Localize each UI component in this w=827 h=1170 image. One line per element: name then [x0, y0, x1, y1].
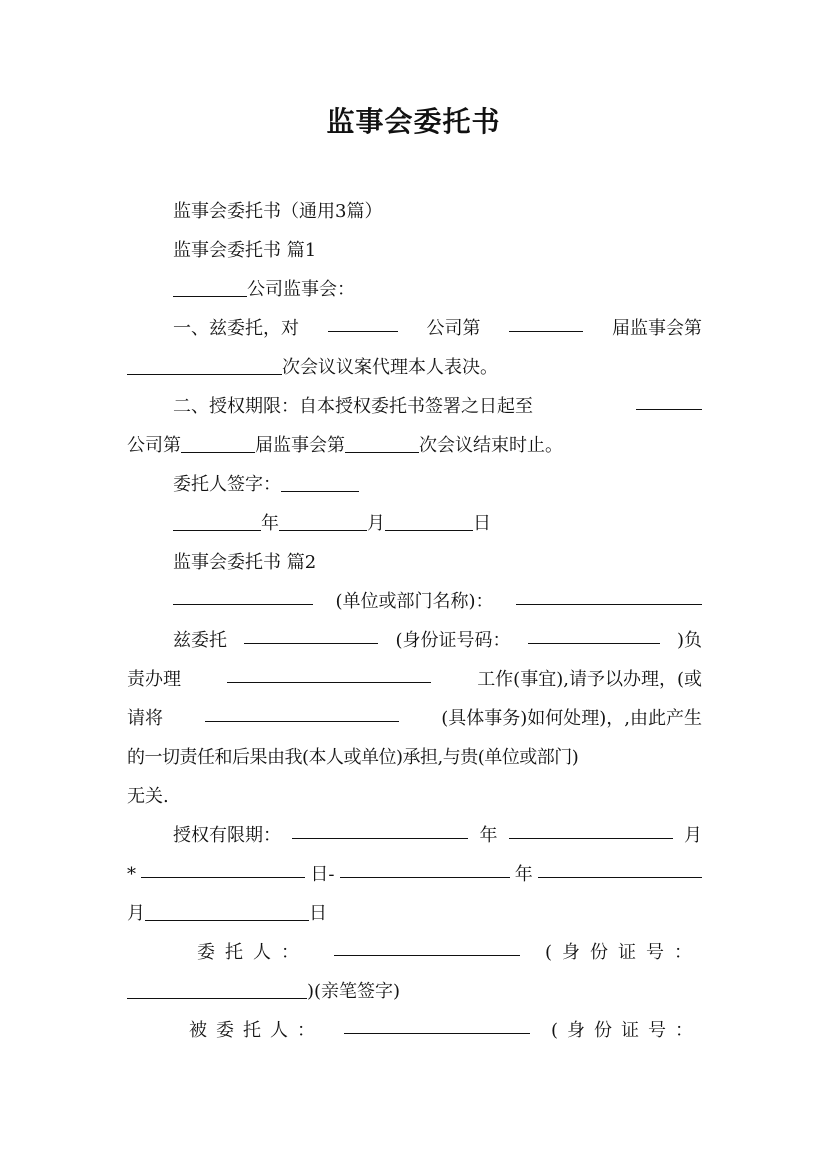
- blank: [328, 309, 398, 332]
- part2-unit-line: [127, 582, 702, 621]
- signature-note: )(亲笔签字): [307, 981, 401, 1002]
- item1-end: 次会议议案代理本人表决。: [282, 357, 498, 378]
- blank: [345, 430, 419, 453]
- blank: [334, 933, 520, 956]
- blank: [516, 582, 702, 605]
- document-subtitle: 监事会委托书（通用3篇）: [173, 201, 383, 222]
- day-dash: 日-: [310, 864, 335, 885]
- period-label: 授权有限期：: [173, 825, 281, 846]
- part2-heading: 监事会委托书 篇2: [173, 552, 317, 573]
- id-label: (身份证号码：: [395, 630, 511, 651]
- item1-company: 公司第: [426, 318, 481, 339]
- blank: [385, 508, 473, 531]
- day-label: 日: [309, 903, 327, 924]
- please-prefix: 请将: [127, 708, 163, 729]
- year-label: 年: [261, 513, 279, 534]
- blank: [292, 816, 468, 839]
- blank: [127, 976, 307, 999]
- responsible-end: )负: [676, 630, 702, 651]
- month-label: 月: [367, 513, 385, 534]
- item2-company: 公司第: [127, 435, 181, 456]
- part2-liability-line: 的一切责任和后果由我(本人或单位)承担,与贵(单位或部门): [127, 747, 579, 768]
- document-title: 监事会委托书: [326, 105, 501, 138]
- principal-id: (身份证号：: [544, 942, 702, 963]
- year-label: 年: [514, 864, 533, 885]
- part1-item2-line1: [127, 387, 702, 426]
- item2-session: 届监事会第: [255, 435, 345, 456]
- agent-label: 被委托人：: [189, 1020, 324, 1041]
- part1-signer: [127, 465, 702, 504]
- item2-start: 二、授权期限：自本授权委托书签署之日起至: [173, 396, 533, 417]
- part1-item2-line2: [127, 426, 702, 465]
- item1-prefix: 一、兹委托，对: [173, 318, 299, 339]
- part2-principal-line2: [127, 972, 702, 1011]
- blank: [509, 816, 673, 839]
- part2-entrust-line: [127, 621, 702, 660]
- blank: [636, 387, 702, 410]
- part1-item1-line1: [127, 309, 702, 348]
- part2-period-line2: [127, 855, 702, 894]
- blank: [145, 898, 309, 921]
- asterisk-mark: *: [127, 864, 136, 885]
- blank: [344, 1011, 530, 1034]
- principal-label: 委托人：: [197, 942, 309, 963]
- month-label: 月: [127, 903, 145, 924]
- work-label: 工作(事宜),请予以办理，(或: [477, 669, 702, 690]
- blank-company: [173, 274, 247, 297]
- part1-heading: 监事会委托书 篇1: [173, 240, 317, 261]
- year-label: 年: [479, 825, 498, 846]
- matters-label: (具体事务)如何处理)，,由此产生: [441, 708, 702, 729]
- part1-addressee: [127, 270, 702, 309]
- unit-label: (单位或部门名称)：: [335, 591, 494, 612]
- part2-handle-line: [127, 660, 702, 699]
- blank: [127, 352, 282, 375]
- part2-principal-line: [127, 933, 702, 972]
- signature-blank: [281, 469, 359, 492]
- handle-prefix: 责办理: [127, 669, 181, 690]
- blank: [141, 855, 305, 878]
- blank: [205, 699, 399, 722]
- day-label: 日: [473, 513, 491, 534]
- part1-item1-line2: [127, 348, 702, 387]
- entrust-prefix: 兹委托: [173, 630, 227, 651]
- signer-label: 委托人签字：: [173, 474, 281, 495]
- blank: [173, 582, 313, 605]
- blank: [509, 309, 583, 332]
- blank: [181, 430, 255, 453]
- blank: [528, 621, 660, 644]
- item1-session: 届监事会第: [612, 318, 702, 339]
- blank: [173, 508, 261, 531]
- blank: [279, 508, 367, 531]
- part2-please-line: [127, 699, 702, 738]
- item2-end: 次会议结束时止。: [419, 435, 563, 456]
- part2-period-line3: [127, 894, 702, 933]
- blank: [538, 855, 702, 878]
- agent-id: (身份证号：: [550, 1020, 702, 1041]
- blank: [244, 621, 378, 644]
- month-label: 月: [684, 825, 702, 846]
- blank: [227, 660, 431, 683]
- part2-agent-line: [127, 1011, 702, 1050]
- part2-period-line: [127, 816, 702, 855]
- addressee-text: 公司监事会：: [247, 279, 355, 300]
- blank: [340, 855, 510, 878]
- part2-unrelated-line: 无关.: [127, 786, 169, 807]
- part1-date: [127, 504, 702, 543]
